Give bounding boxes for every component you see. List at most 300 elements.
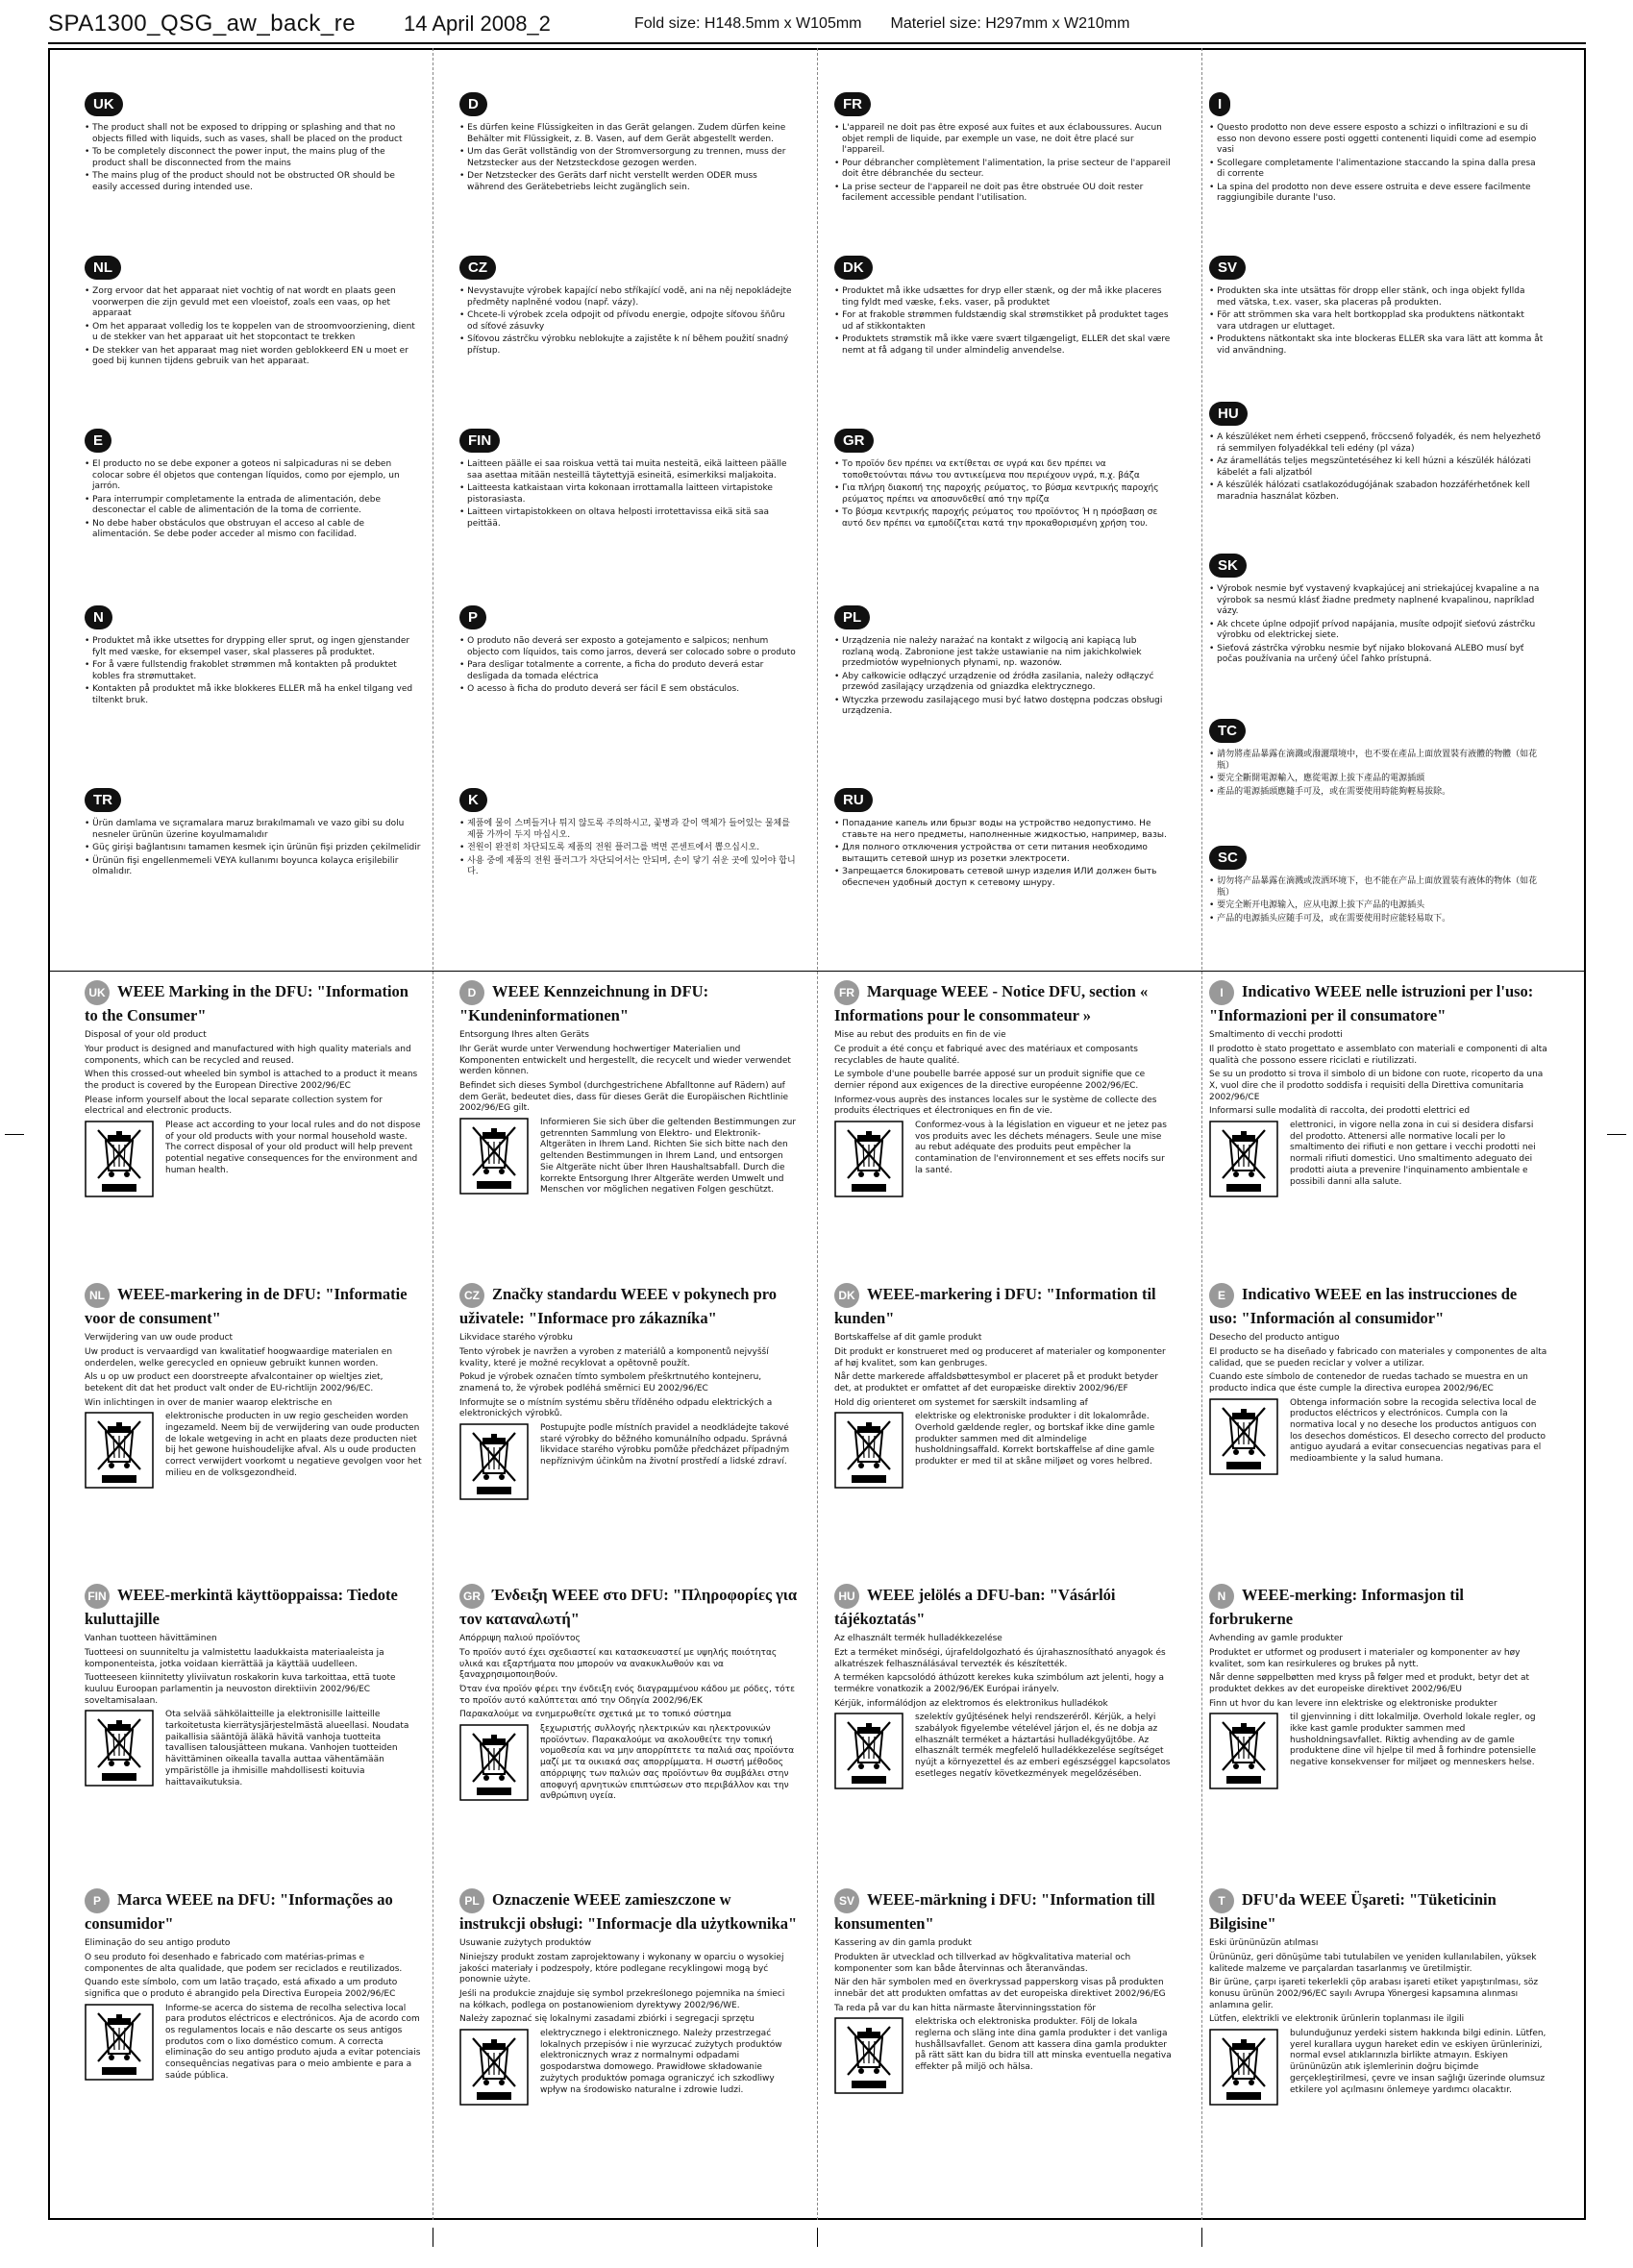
weee-paragraph: Το προϊόν αυτό έχει σχεδιαστεί και κατασκευαστεί με υψηλής ποιότητας υλικά και εξαρτήματα που μπορούν να ανακυκλωθούν και να ξαναχρησιμοποιηθούν. xyxy=(459,1647,778,1681)
weee-bin-text: Ota selvää sähkölaitteille ja elektronisille laitteille tarkoitetusta kierrätysjärjestelmästä alueellasi. Noudata paikallisia sääntöjä äläkä hävitä vanhoja tuotteita tavallisen talousjätteen mukana. Vanhojen tuotteiden hävittäminen oikealla tavalla auttaa vähentämään ympäristölle ja ihmisille mahdollisesti koituvia haittavaikutuksia. xyxy=(165,1710,409,1787)
weee-bin-symbol xyxy=(834,1412,903,1489)
safety-item: • Om het apparaat volledig los te koppelen van de stroomvoorziening, dient u de stekker van het apparaat uit het stopcontact te trekken xyxy=(85,322,421,344)
safety-list xyxy=(1209,123,1546,205)
weee-bin-symbol xyxy=(1209,2029,1278,2106)
weee-title xyxy=(459,1283,798,1329)
column-divider xyxy=(1201,48,1202,2220)
weee-title-text: WEEE-märkning i DFU: "Information till konsumenten" xyxy=(834,1889,1155,1933)
weee-title-text: Indicativo WEEE en las instrucciones de uso: "Información al consumidor" xyxy=(1209,1284,1518,1327)
language-badge: P xyxy=(459,605,486,629)
language-badge: DK xyxy=(834,1283,859,1308)
language-badge: UK xyxy=(85,980,110,1005)
safety-section-sv xyxy=(1209,256,1546,358)
safety-item: • Ürün damlama ve sıçramalara maruz bırakılmamalı ve vazo gibi su dolu nesneler ürünün üzerine koyulmamalıdır xyxy=(85,819,421,841)
weee-title-text: Marca WEEE na DFU: "Informações ao consumidor" xyxy=(85,1889,393,1933)
safety-item: • Για πλήρη διακοπή της παροχής ρεύματος, το βύσμα κεντρικής παροχής ρεύματος πρέπει να αποσυνδεθεί από την πρίζα xyxy=(834,483,1171,505)
weee-paragraph: Le symbole d'une poubelle barrée apposé sur un produit signifie que ce dernier répond aux exigences de la directive européenne 2002/96/EC. xyxy=(834,1070,1146,1092)
safety-item: • Urządzenia nie należy narażać na kontakt z wilgocią ani kapiącą lub rozlaną wodą. Zabronione jest także ustawianie na nim jakichkolwiek przedmiotów wypełnionych płynami, np. wazonów. xyxy=(834,636,1171,670)
weee-title xyxy=(85,1888,423,1935)
safety-item: • Aby całkowicie odłączyć urządzenie od źródła zasilania, należy odłączyć przewód zasilający urządzenia od gniazdka elektrycznego. xyxy=(834,672,1171,694)
safety-section-pl xyxy=(834,605,1171,720)
safety-item: • Questo prodotto non deve essere esposto a schizzi o infiltrazioni e su di esso non devono essere posti oggetti contenenti liquidi come ad esempio vasi xyxy=(1209,123,1546,157)
weee-subtitle: Desecho del producto antiguo xyxy=(1209,1333,1340,1344)
crossed-bin-icon xyxy=(85,1710,154,1787)
safety-item: • 請勿將產品暴露在滴濺或潑灑環境中，也不要在產品上面放置裝有液體的物體（如花瓶） xyxy=(1209,750,1546,772)
crossed-bin-icon xyxy=(1209,2029,1278,2106)
safety-item: • The product shall not be exposed to dripping or splashing and that no objects filled with liquids, such as vases, shall be placed on the product xyxy=(85,123,421,145)
crop-mark xyxy=(1607,1134,1626,1135)
safety-item: • El producto no se debe exponer a goteos ni salpicaduras ni se deben colocar sobre él objetos que contengan líquidos, como por ejemplo, un jarrón. xyxy=(85,459,421,493)
fold-size: Fold size: H148.5mm x W105mm xyxy=(634,15,862,32)
safety-item: • Es dürfen keine Flüssigkeiten in das Gerät gelangen. Zudem dürfen keine Behälter mit Flüssigkeit, z. B. Vasen, auf dem Gerät abgestellt werden. xyxy=(459,123,796,145)
weee-section-cz xyxy=(459,1283,798,1500)
language-badge: FR xyxy=(834,92,871,116)
weee-title-text: WEEE-markering in de DFU: "Informatie voor de consument" xyxy=(85,1284,408,1327)
safety-item: • To be completely disconnect the power input, the mains plug of the product shall be disconnected from the mains xyxy=(85,147,421,169)
crossed-bin-icon xyxy=(85,2004,154,2081)
safety-item: • Wtyczka przewodu zasilającego musi być łatwo dostępna podczas obsługi urządzenia. xyxy=(834,696,1171,718)
weee-paragraph: Niniejszy produkt zostam zaprojektowany i wykonany w oparciu o wysokiej jakości materiały i podzespoły, które podlegane recyklingowi mogą być ponownie użyte. xyxy=(459,1952,784,1985)
safety-item: • Pour débrancher complètement l'alimentation, la prise secteur de l'appareil doit être débranchée du secteur. xyxy=(834,159,1171,181)
weee-title-text: Ένδειξη WEEE στο DFU: "Πληροφορίες για τον καταναλωτή" xyxy=(459,1585,798,1628)
crossed-bin-icon xyxy=(834,1121,903,1197)
weee-section-uk xyxy=(85,980,423,1197)
safety-item: • Výrobok nesmie byť vystavený kvapkajúcej ani striekajúcej kvapaline a na výrobok sa nesmú klásť žiadne predmety naplnené kvapalinou, napríklad vázy. xyxy=(1209,584,1546,618)
weee-paragraph: Produkten är utvecklad och tillverkad av högkvalitativa material och komponenter som kan både återvinnas och återanvändas. xyxy=(834,1952,1131,1974)
weee-section-dk xyxy=(834,1283,1173,1489)
language-badge: NL xyxy=(85,256,121,280)
safety-list xyxy=(459,459,796,530)
safety-item: • The mains plug of the product should not be obstructed OR should be easily accessed during intended use. xyxy=(85,171,421,193)
language-badge: CZ xyxy=(459,256,496,280)
weee-title-text: WEEE-merkintä käyttöoppaissa: Tiedote kuluttajille xyxy=(85,1585,398,1628)
safety-list xyxy=(1209,876,1546,924)
weee-paragraph: Tuotteeseen kiinnitetty yliviivatun roskakorin kuva tarkoittaa, että tuote kuuluu Euroopan parlamentin ja neuvoston direktiivin 2002/96/EC soveltamisalaan. xyxy=(85,1673,396,1706)
safety-item: • O acesso à ficha do produto deverá ser fácil E sem obstáculos. xyxy=(459,684,796,696)
safety-list xyxy=(1209,286,1546,357)
weee-paragraph: Når dette markerede affaldsbøttesymbol er placeret på et produkt betyder det, at produktet er omfattet af det europæiske direktiv 2002/96/EF xyxy=(834,1372,1158,1394)
weee-title-text: WEEE-merking: Informasjon til forbrukerne xyxy=(1209,1585,1464,1628)
language-badge: K xyxy=(459,788,487,812)
safety-list xyxy=(1209,432,1546,503)
weee-bin-text: bulunduğunuz yerdeki sistem hakkında bilgi edinin. Lütfen, yerel kurallara uygun hareket edin ve eskiyen ürünlerinizi, normal evsel atıklarınızla birlikte atmayın. Eskiyen ürününüzün atık işlemlerinin doğru biçimde gerçekleştirilmesi, çevre ve insan sağlığı üzerinde olumsuz etkilere yol açılmasını önlemeye yardımcı olacaktır. xyxy=(1290,2029,1546,2095)
language-badge: FR xyxy=(834,980,859,1005)
safety-section-fr xyxy=(834,92,1171,207)
weee-paragraph: Kérjük, informálódjon az elektromos és elektronikus hulladékok xyxy=(834,1698,1108,1709)
weee-title xyxy=(834,1283,1173,1329)
safety-list xyxy=(85,636,421,706)
weee-paragraph: Tuotteesi on suunniteltu ja valmistettu laadukkaista materiaaleista ja komponenteista, jotka voidaan kierrättää ja käyttää uudelleen. xyxy=(85,1647,384,1669)
safety-section-d xyxy=(459,92,796,195)
language-badge: D xyxy=(459,980,484,1005)
language-badge: I xyxy=(1209,980,1234,1005)
language-badge: NL xyxy=(85,1283,110,1308)
weee-paragraph: Pokud je výrobek označen tímto symbolem přeškrtnutého kontejneru, znamená to, že výrobek podléhá směrnici EU 2002/96/EC xyxy=(459,1372,762,1394)
weee-bin-text: ξεχωριστής συλλογής ηλεκτρικών και ηλεκτρονικών προϊόντων. Παρακαλούμε να ακολουθείτε την τοπική νομοθεσία και να μην απορρίπτετε τα παλιά σας προϊόντα μαζί με τα οικιακά σας απορρίμματα. Η σωστή μέθοδος απόρριψης των παλιών σας προϊόντων θα συμβάλει στην αποφυγή αρνητικών επιπτώσεων στο περιβάλλον και την ανθρώπινη υγεία. xyxy=(540,1724,795,1802)
weee-paragraph: Ezt a terméket minőségi, újrafeldolgozható és újrahasznosítható anyagok és alkatrészek felhasználásával tervezték és készítették. xyxy=(834,1647,1166,1669)
safety-list xyxy=(834,459,1171,530)
safety-list xyxy=(459,819,796,878)
weee-title-text: Marquage WEEE - Notice DFU, section « Informations pour le consommateur » xyxy=(834,981,1149,1024)
weee-bin-text: elektriske og elektroniske produkter i dit lokalområde. Overhold gældende regler, og bortskaf ikke dine gamle produkter sammen med dit almindelige husholdningsaffald. Korrekt bortskaffelse af dine gamle produkter er med til at skåne miljøet og vores helbred. xyxy=(915,1412,1155,1467)
weee-paragraph: Your product is designed and manufactured with high quality materials and components, which can be recycled and reused. xyxy=(85,1044,411,1066)
weee-section-pl xyxy=(459,1888,798,2106)
safety-list xyxy=(85,123,421,193)
safety-item: • Scollegare completamente l'alimentazione staccando la spina dalla presa di corrente xyxy=(1209,159,1546,181)
language-badge: GR xyxy=(834,429,874,453)
weee-subtitle: Az elhasznált termék hulladékkezelése xyxy=(834,1634,1002,1644)
weee-title xyxy=(1209,1584,1547,1630)
weee-bin-text: Obtenga información sobre la recogida selectiva local de productos eléctricos y electrónicos. Cumpla con la normativa local y no deseche los productos antiguos con los desechos domésticos. El desecho correcto del producto antiguo ayudará a evitar consecuencias negativas para el medioambiente y la salud humana. xyxy=(1290,1397,1546,1465)
weee-paragraph: Befindet sich dieses Symbol (durchgestrichene Abfalltonne auf Rädern) auf dem Gerät, bedeutet dies, dass für dieses Gerät die Europäischen Richtlinie 2002/96/EG gilt. xyxy=(459,1081,789,1114)
weee-bin-symbol xyxy=(85,1412,154,1489)
weee-bin-row xyxy=(459,1423,798,1500)
safety-item: • Produktets strømstik må ikke være svært tilgængeligt, ELLER det skal være nemt at få adgang til under almindelig anvendelse. xyxy=(834,334,1171,357)
safety-item: • For å være fullstendig frakoblet strømmen må kontakten på produktet kobles fra strømuttaket. xyxy=(85,660,421,682)
crossed-bin-icon xyxy=(459,1724,529,1801)
safety-item: • Το βύσμα κεντρικής παροχής ρεύματος του προϊόντος Ή η πρόσβαση σε αυτό δεν πρέπει να εμποδίζεται κατά την προκαθορισμένη χρήση του. xyxy=(834,507,1171,530)
language-badge: E xyxy=(1209,1283,1234,1308)
safety-section-tr xyxy=(85,788,421,880)
weee-subtitle: Eski ürününüzün atılması xyxy=(1209,1938,1319,1949)
weee-section-t xyxy=(1209,1888,1547,2106)
safety-item: • Zorg ervoor dat het apparaat niet vochtig of nat wordt en plaats geen voorwerpen die zijn gevuld met een vloeistof, zoals een vaas, op het apparaat xyxy=(85,286,421,320)
safety-item: • 產品的電源插頭應隨手可及，或在需要使用時能夠輕易拔除。 xyxy=(1209,787,1546,799)
weee-title-text: Indicativo WEEE nelle istruzioni per l'uso: "Informazioni per il consumatore" xyxy=(1209,981,1534,1024)
crossed-bin-icon xyxy=(1209,1713,1278,1789)
safety-item: • L'appareil ne doit pas être exposé aux fuites et aux éclaboussures. Aucun objet rempli de liquide, par exemple un vase, ne doit être placé sur l'appareil. xyxy=(834,123,1171,157)
safety-list xyxy=(85,819,421,878)
language-badge: FIN xyxy=(85,1584,110,1609)
weee-paragraph: Informez-vous auprès des instances locales sur le système de collecte des produits électriques et électroniques en fin de vie. xyxy=(834,1095,1157,1117)
language-badge: FIN xyxy=(459,429,500,453)
weee-paragraph: Tento výrobek je navržen a vyroben z materiálů a komponentů nejvyšší kvality, které je možné recyklovat a opětovně použít. xyxy=(459,1346,769,1368)
weee-section-d xyxy=(459,980,798,1196)
weee-paragraph: Ta reda på var du kan hitta närmaste återvinningsstation för xyxy=(834,2003,1097,2013)
language-badge: TR xyxy=(85,788,121,812)
language-badge: RU xyxy=(834,788,873,812)
weee-subtitle: Disposal of your old product xyxy=(85,1030,207,1041)
language-badge: SC xyxy=(1209,846,1247,870)
safety-item: • Sieťová zástrčka výrobku nesmie byť nijako blokovaná ALEBO musí byť počas používania na určený účel ľahko prístupná. xyxy=(1209,644,1546,666)
safety-section-sk xyxy=(1209,554,1546,668)
language-badge: HU xyxy=(834,1584,859,1609)
weee-subtitle: Verwijdering van uw oude product xyxy=(85,1333,234,1344)
weee-subtitle: Smaltimento di vecchi prodotti xyxy=(1209,1030,1343,1041)
safety-section-cz xyxy=(459,256,796,358)
weee-bin-row xyxy=(834,1121,1173,1197)
weee-paragraph: O seu produto foi desenhado e fabricado com matérias-primas e componentes de alta qualidade, que podem ser reciclados e reutilizados. xyxy=(85,1952,403,1974)
weee-paragraph: Bir ürüne, çarpı işareti tekerlekli çöp arabası işareti etiket yapıştırılması, söz konusu ürünün 2002/96/EC sayılı Avrupa Yönergesi kapsamına alınması anlamına gelir. xyxy=(1209,1978,1539,2010)
weee-bin-symbol xyxy=(834,2017,903,2094)
weee-paragraph: Παρακαλούμε να ενημερωθείτε σχετικά με το τοπικό σύστημα xyxy=(459,1710,731,1720)
language-badge: SK xyxy=(1209,554,1247,578)
safety-item: • Síťovou zástrčku výrobku neblokujte a zajistěte k ní během použití snadný přístup. xyxy=(459,334,796,357)
safety-section-p xyxy=(459,605,796,698)
language-badge: CZ xyxy=(459,1283,484,1308)
weee-section-sv xyxy=(834,1888,1173,2094)
weee-bin-row xyxy=(459,2029,798,2106)
safety-section-hu xyxy=(1209,402,1546,505)
weee-section-n xyxy=(1209,1584,1547,1789)
crossed-bin-icon xyxy=(834,1713,903,1789)
weee-bin-text: elettronici, in vigore nella zona in cui si desidera disfarsi del prodotto. Attenersi alle normative locali per lo smaltimento dei rifiuti e non gettare i vecchi prodotti nei normali rifiuti domestici. Uno smaltimento adeguato dei prodotti aiuta a prevenire l'inquinamento ambientale e possibili danni alla salute. xyxy=(1290,1121,1536,1187)
crossed-bin-icon xyxy=(85,1121,154,1197)
safety-list xyxy=(834,636,1171,718)
weee-bin-symbol xyxy=(459,2029,529,2106)
language-badge: P xyxy=(85,1888,110,1913)
weee-paragraph: Lütfen, elektrikli ve elektronik ürünlerin toplanması ile ilgili xyxy=(1209,2014,1465,2025)
safety-item: • 切勿将产品暴露在滴溅或泼洒环境下，也不能在产品上面放置装有液体的物体（如花瓶） xyxy=(1209,876,1546,899)
weee-title xyxy=(1209,1283,1547,1329)
weee-subtitle: Απόρριψη παλιού προϊόντος xyxy=(459,1634,581,1644)
weee-bin-row xyxy=(1209,2029,1547,2106)
weee-bin-text: Conformez-vous à la législation en vigueur et ne jetez pas vos produits avec les déchets ménagers. Seule une mise au rebut adéquate des produits peut empêcher la contamination de l'environnement et ses effets nocifs sur la santé. xyxy=(915,1121,1167,1175)
file-header xyxy=(48,6,1586,44)
safety-item: • Produktet må ikke utsettes for drypping eller sprut, og ingen gjenstander fylt med væske, for eksempel vaser, skal plasseres på produktet. xyxy=(85,636,421,658)
weee-title-text: WEEE jelölés a DFU-ban: "Vásárlói tájékoztatás" xyxy=(834,1585,1116,1628)
safety-section-uk xyxy=(85,92,421,195)
weee-title xyxy=(85,1584,423,1630)
weee-bin-symbol xyxy=(459,1118,529,1195)
language-badge: T xyxy=(1209,1888,1234,1913)
weee-title-text: Oznaczenie WEEE zamieszczone w instrukcji obsługi: "Informacje dla użytkownika" xyxy=(459,1889,798,1933)
weee-title-text: Značky standardu WEEE v pokynech pro uživatele: "Informace pro zákazníka" xyxy=(459,1284,778,1327)
safety-item: • Для полного отключения устройства от сети питания необходимо вытащить сетевой шнур из розетки электросети. xyxy=(834,843,1171,865)
weee-paragraph: Il prodotto è stato progettato e assemblato con materiali e componenti di alta qualità che possono essere riciclati e riutilizzati. xyxy=(1209,1044,1547,1066)
safety-section-tc xyxy=(1209,719,1546,800)
language-badge: GR xyxy=(459,1584,484,1609)
weee-title-text: WEEE-markering i DFU: "Information til kunden" xyxy=(834,1284,1156,1327)
weee-title xyxy=(85,980,423,1026)
weee-subtitle: Kassering av din gamla produkt xyxy=(834,1938,972,1949)
file-name: SPA1300_QSG_aw_back_re xyxy=(48,11,357,37)
safety-item: • Запрещается блокировать сетевой шнур изделия ИЛИ должен быть обеспечен удобный доступ к сетевому шнуру. xyxy=(834,867,1171,889)
safety-item: • För att strömmen ska vara helt bortkopplad ska produktens nätkontakt vara utdragen ur eluttaget. xyxy=(1209,310,1546,333)
weee-section-p xyxy=(85,1888,423,2083)
safety-item: • 제품에 물이 스며들거나 튀지 않도록 주의하시고, 꽃병과 같이 액체가 들어있는 물체를 제품 가까이 두지 마십시오. xyxy=(459,819,796,841)
weee-bin-row xyxy=(85,1710,423,1788)
safety-item: • Kontakten på produktet må ikke blokkeres ELLER må ha enkel tilgang ved tiltenkt bruk. xyxy=(85,684,421,706)
safety-list xyxy=(834,819,1171,889)
weee-bin-symbol xyxy=(459,1423,529,1500)
weee-title-text: DFU'da WEEE Üşareti: "Tüketicinin Bilgisine" xyxy=(1209,1889,1497,1933)
weee-title xyxy=(834,980,1173,1026)
language-badge: HU xyxy=(1209,402,1248,426)
weee-bin-row xyxy=(459,1118,798,1196)
safety-item: • Güç girişi bağlantısını tamamen kesmek için ürünün fişi prizden çekilmelidir xyxy=(85,843,421,854)
weee-subtitle: Avhending av gamle produkter xyxy=(1209,1634,1344,1644)
language-badge: PL xyxy=(834,605,870,629)
safety-section-e xyxy=(85,429,421,543)
weee-paragraph: Quando este símbolo, com um latão traçado, está afixado a um produto significa que o produto é abrangido pela Directiva Europeia 2002/96/EC xyxy=(85,1978,398,2000)
weee-paragraph: Please inform yourself about the local separate collection system for electrical and electronic products. xyxy=(85,1095,383,1117)
section-divider xyxy=(48,971,1586,972)
weee-bin-symbol xyxy=(85,1710,154,1787)
language-badge: TC xyxy=(1209,719,1246,743)
safety-item: • Um das Gerät vollständig von der Stromversorgung zu trennen, muss der Netzstecker aus der Netzsteckdose gezogen werden. xyxy=(459,147,796,169)
safety-item: • 사용 중에 제품의 전원 플러그가 차단되어서는 안되며, 손이 닿기 쉬운 곳에 있어야 합니다. xyxy=(459,856,796,878)
weee-paragraph: Informujte se o místním systému sběru tříděného odpadu elektrických a elektronických výrobků. xyxy=(459,1397,773,1419)
weee-title xyxy=(1209,1888,1547,1935)
weee-paragraph: A terméken kapcsolódó áthúzott kerekes kuka szimbólum azt jelenti, hogy a termékre vonatkozik a 2002/96/EK Európai irányelv. xyxy=(834,1673,1165,1695)
safety-section-sc xyxy=(1209,846,1546,926)
weee-subtitle: Entsorgung Ihres alten Geräts xyxy=(459,1030,589,1041)
safety-section-gr xyxy=(834,429,1171,531)
safety-section-ru xyxy=(834,788,1171,891)
weee-paragraph: Ce produit a été conçu et fabriqué avec des matériaux et composants recyclables de haute qualité. xyxy=(834,1044,1138,1066)
language-badge: DK xyxy=(834,256,873,280)
safety-item: • A készülék hálózati csatlakozódugójának szabadon hozzáférhetőnek kell maradnia használat közben. xyxy=(1209,481,1546,503)
crossed-bin-icon xyxy=(834,1412,903,1489)
weee-subtitle: Eliminação do seu antigo produto xyxy=(85,1938,231,1949)
weee-bin-text: Informieren Sie sich über die geltenden Bestimmungen zur getrennten Sammlung von Elektro- und Elektronik-Altgeräten in Ihrem Land. Richten Sie sich bitte nach den geltenden Bestimmungen in Ihrem Land, und entsorgen Sie Altgeräte nicht über Ihren Haushaltsabfall. Durch die korrekte Entsorgung Ihrer Altgeräte werden Umwelt und Menschen vor möglichen negativen Folgen geschützt. xyxy=(540,1118,797,1196)
safety-section-i xyxy=(1209,92,1546,207)
weee-bin-text: til gjenvinning i ditt lokalmiljø. Overhold lokale regler, og ikke kast gamle produkter sammen med husholdningsavfallet. Riktig avhending av de gamle produktene dine vil hjelpe til med å forhindre potensielle negative konsekvenser for miljøet og menneskers helse. xyxy=(1290,1713,1537,1768)
safety-item: • Para desligar totalmente a corrente, a ficha do produto deverá estar desligada da tomada eléctrica xyxy=(459,660,796,682)
language-badge: I xyxy=(1209,92,1230,116)
safety-section-n xyxy=(85,605,421,708)
weee-bin-symbol xyxy=(459,1724,529,1801)
safety-item: • Laitteen virtapistokkeen on oltava helposti irrotettavissa eikä sitä saa peittää. xyxy=(459,507,796,530)
weee-paragraph: Produktet er utformet og produsert i materialer og komponenter av høy kvalitet, som kan resirkuleres og brukes på nytt. xyxy=(1209,1647,1521,1669)
safety-item: • A készüléket nem érheti cseppenő, fröccsenő folyadék, és nem helyezhető rá semmilyen folyadékkal teli edény (pl váza) xyxy=(1209,432,1546,455)
weee-title xyxy=(459,980,798,1026)
weee-title xyxy=(459,1888,798,1935)
language-badge: SV xyxy=(1209,256,1246,280)
safety-item: • O produto não deverá ser exposto a gotejamento e salpicos; nenhum objecto com líquidos, tais como jarros, deverá ser colocado sobre o produto xyxy=(459,636,796,658)
weee-paragraph: Cuando este símbolo de contenedor de ruedas tachado se muestra en un producto indica que éste cumple la directiva europea 2002/96/EC xyxy=(1209,1372,1528,1394)
weee-paragraph: El producto se ha diseñado y fabricado con materiales y componentes de alta calidad, que se pueden reciclar y volver a utilizar. xyxy=(1209,1346,1547,1368)
safety-item: • 要完全断开电源输入，应从电源上拔下产品的电源插头 xyxy=(1209,900,1546,912)
weee-paragraph: Als u op uw product een doorstreepte afvalcontainer op wieltjes ziet, betekent dit dat het product valt onder de EU-richtlijn 2002/96/EC. xyxy=(85,1372,384,1394)
weee-bin-row xyxy=(85,1412,423,1489)
weee-paragraph: Ihr Gerät wurde unter Verwendung hochwertiger Materialien und Komponenten entwickelt und hergestellt, die recycelt und wieder verwendet werden können. xyxy=(459,1044,791,1077)
crossed-bin-icon xyxy=(459,2029,529,2106)
safety-list xyxy=(1209,584,1546,666)
weee-section-fin xyxy=(85,1584,423,1788)
safety-item: • Chcete-li výrobek zcela odpojit od přívodu energie, odpojte síťovou šňůru od síťové zásuvky xyxy=(459,310,796,333)
safety-item: • Laitteesta katkaistaan virta kokonaan irrottamalla laitteen virtapistoke pistorasiasta. xyxy=(459,483,796,505)
weee-bin-symbol xyxy=(834,1121,903,1197)
safety-list xyxy=(834,123,1171,205)
language-badge: D xyxy=(459,92,487,116)
safety-item: • Produkten ska inte utsättas för dropp eller stänk, och inga objekt fyllda med vätska, t.ex. vaser, ska placeras på produkten. xyxy=(1209,286,1546,308)
weee-bin-text: elektriska och elektroniska produkter. Följ de lokala reglerna och släng inte dina gamla produkter i det vanliga hushållsavfallet. Genom att kassera dina gamla produkter på rätt sätt kan du bidra till att minska eventuella negativa effekter på miljö och hälsa. xyxy=(915,2017,1172,2073)
column-divider xyxy=(817,48,818,2220)
weee-paragraph: Når denne søppelbøtten med kryss på følger med et produkt, betyr det at produktet dekkes av det europeiske direktivet 2002/96/EU xyxy=(1209,1673,1530,1695)
weee-bin-row xyxy=(85,1121,423,1197)
weee-section-fr xyxy=(834,980,1173,1197)
weee-bin-text: Postupujte podle místních pravidel a neodkládejte takové staré výrobky do běžného komunálního odpadu. Správná likvidace starého výrobku pomůže předcházet případným nepříznivým účinkům na životní prostředí a lidské zdraví. xyxy=(540,1423,790,1467)
weee-paragraph: Hold dig orienteret om systemet for særskilt indsamling af xyxy=(834,1397,1088,1408)
weee-paragraph: Uw product is vervaardigd van kwalitatief hoogwaardige materialen en onderdelen, welke gerecycled en opnieuw gebruikt kunnen worden. xyxy=(85,1346,393,1368)
weee-bin-row xyxy=(834,1713,1173,1789)
file-date: 14 April 2008_2 xyxy=(404,12,551,36)
weee-bin-row xyxy=(834,1412,1173,1489)
weee-bin-symbol xyxy=(1209,1121,1278,1197)
weee-bin-text: elektrycznego i elektronicznego. Należy przestrzegać lokalnych przepisów i nie wyrzucać zużytych produktów elektronicznych wraz z normalnymi odpadami gospodarstwa domowego. Prawidłowe składowanie zużytych produktów pomaga ograniczyć ich szkodliwy wpływ na środowisko naturalne i zdrowie ludzi. xyxy=(540,2029,782,2095)
safety-item: • Το προϊόν δεν πρέπει να εκτίθεται σε υγρά και δεν πρέπει να τοποθετούνται πάνω του αντικείμενα που περιέχουν υγρά, π.χ. βάζα xyxy=(834,459,1171,481)
weee-paragraph: Win inlichtingen in over de manier waarop elektrische en xyxy=(85,1397,333,1408)
weee-paragraph: Dit produkt er konstrueret med og produceret af materialer og komponenter af høj kvalitet, som kan genbruges. xyxy=(834,1346,1166,1368)
language-badge: SV xyxy=(834,1888,859,1913)
crossed-bin-icon xyxy=(834,2017,903,2094)
material-size: Materiel size: H297mm x W210mm xyxy=(890,15,1130,32)
safety-item: • Ak chcete úplne odpojiť prívod napájania, musíte odpojiť sieťovú zástrčku výrobku od elektrickej siete. xyxy=(1209,620,1546,642)
safety-list xyxy=(459,286,796,357)
crop-mark xyxy=(5,1134,24,1135)
weee-subtitle: Vanhan tuotteen hävittäminen xyxy=(85,1634,217,1644)
weee-title xyxy=(459,1584,798,1630)
weee-paragraph: When this crossed-out wheeled bin symbol is attached to a product it means the product is covered by the European Directive 2002/96/EC xyxy=(85,1070,418,1092)
weee-paragraph: Informarsi sulle modalità di raccolta, dei prodotti elettrici ed xyxy=(1209,1106,1471,1117)
safety-item: • Nevystavujte výrobek kapající nebo stříkající vodě, ani na něj nepokládejte předměty naplněné vodou (např. vázy). xyxy=(459,286,796,308)
safety-list xyxy=(85,286,421,368)
weee-bin-text: Please act according to your local rules and do not dispose of your old products with your normal household waste. The correct disposal of your old product will help prevent potential negative consequences for the environment and human health. xyxy=(165,1121,421,1175)
crossed-bin-icon xyxy=(459,1118,529,1195)
weee-bin-text: elektronische producten in uw regio gescheiden worden ingezameld. Neem bij de verwijdering van oude producten de lokale wetgeving in acht en plaats deze producten niet bij het gewone huishoudelijke afval. Als u oude producten correct verwijdert voorkomt u negatieve gevolgen voor het milieu en de volksgezondheid. xyxy=(165,1412,422,1478)
weee-section-hu xyxy=(834,1584,1173,1789)
safety-item: • La spina del prodotto non deve essere ostruita e deve essere facilmente raggiungibile durante l'uso. xyxy=(1209,183,1546,205)
weee-bin-row xyxy=(1209,1398,1547,1475)
weee-subtitle: Bortskaffelse af dit gamle produkt xyxy=(834,1333,982,1344)
weee-bin-symbol xyxy=(85,2004,154,2081)
weee-paragraph: Finn ut hvor du kan levere inn elektriske og elektroniske produkter xyxy=(1209,1698,1497,1709)
weee-title xyxy=(85,1283,423,1329)
crossed-bin-icon xyxy=(1209,1398,1278,1475)
safety-item: • Produktet må ikke udsættes for dryp eller stænk, og der må ikke placeres ting fyldt med væske, f.eks. vaser, på produktet xyxy=(834,286,1171,308)
safety-section-dk xyxy=(834,256,1171,358)
weee-bin-row xyxy=(834,2017,1173,2094)
weee-section-nl xyxy=(85,1283,423,1489)
weee-paragraph: Ürününüz, geri dönüşüme tabi tutulabilen ve yeniden kullanılabilen, yüksek kalitede malzeme ve parçalardan tasarlanmış ve üretilmiştir. xyxy=(1209,1952,1537,1974)
weee-subtitle: Likvidace starého výrobku xyxy=(459,1333,573,1344)
weee-title xyxy=(834,1584,1173,1630)
safety-item: • Para interrumpir completamente la entrada de alimentación, debe desconectar el cable de alimentación de la toma de corriente. xyxy=(85,495,421,517)
crop-mark xyxy=(817,2228,818,2247)
safety-list xyxy=(1209,750,1546,798)
weee-title-text: WEEE Marking in the DFU: "Information to the Consumer" xyxy=(85,981,408,1024)
language-badge: E xyxy=(85,429,111,453)
safety-list xyxy=(459,636,796,696)
safety-list xyxy=(85,459,421,541)
safety-section-fin xyxy=(459,429,796,531)
weee-bin-symbol xyxy=(85,1121,154,1197)
safety-item: • Laitteen päälle ei saa roiskua vettä tai muita nesteitä, eikä laitteen päälle saa asettaa mitään nesteillä täytettyjä esineitä, esimerkiksi maljakoita. xyxy=(459,459,796,481)
safety-item: • For at frakoble strømmen fuldstændig skal strømstikket på produktet tages ud af stikkontakten xyxy=(834,310,1171,333)
crossed-bin-icon xyxy=(1209,1121,1278,1197)
safety-section-k xyxy=(459,788,796,880)
safety-item: • 要完全斷開電源輸入，應從電源上拔下產品的電源插頭 xyxy=(1209,774,1546,785)
weee-title xyxy=(834,1888,1173,1935)
weee-bin-text: Informe-se acerca do sistema de recolha selectiva local para produtos eléctricos e electrónicos. Aja de acordo com os regulamentos locais e não descarte os seus antigos produtos com o lixo doméstico comum. A correcta eliminação do seu antigo produto ajuda a evitar potenciais consequências negativas para o meio ambiente e para a saúde pública. xyxy=(165,2003,421,2081)
safety-item: • Der Netzstecker des Geräts darf nicht verstellt werden ODER muss während des Gerätebetriebs leicht zugänglich sein. xyxy=(459,171,796,193)
weee-bin-symbol xyxy=(1209,1713,1278,1789)
weee-bin-symbol xyxy=(834,1713,903,1789)
weee-bin-row xyxy=(459,1724,798,1803)
crossed-bin-icon xyxy=(85,1412,154,1489)
safety-item: • 전원이 완전히 차단되도록 제품의 전원 플러그를 벽면 콘센트에서 뽑으십시오. xyxy=(459,843,796,854)
weee-paragraph: Se su un prodotto si trova il simbolo di un bidone con ruote, ricoperto da una X, vuol dire che il prodotto soddisfa i requisiti della Direttiva comunitaria 2002/96/CE xyxy=(1209,1070,1544,1102)
language-badge: N xyxy=(85,605,112,629)
crossed-bin-icon xyxy=(459,1423,529,1500)
weee-paragraph: Jeśli na produkcie znajduje się symbol przekreślonego pojemnika na śmieci na kółkach, podlega on postanowieniom dyrektywy 2002/96/WE. xyxy=(459,1989,785,2010)
safety-item: • De stekker van het apparaat mag niet worden geblokkeerd EN u moet er goed bij kunnen tijdens gebruik van het apparaat. xyxy=(85,346,421,368)
weee-bin-row xyxy=(1209,1121,1547,1197)
weee-paragraph: Όταν ένα προϊόν φέρει την ένδειξη ενός διαγραμμένου κάδου με ρόδες, τότε το προϊόν αυτό καλύπτεται από την Οδηγία 2002/96/ΕΚ xyxy=(459,1685,795,1706)
weee-paragraph: Należy zapoznać się lokalnymi zasadami zbiórki i segregacji sprzętu xyxy=(459,2014,755,2025)
